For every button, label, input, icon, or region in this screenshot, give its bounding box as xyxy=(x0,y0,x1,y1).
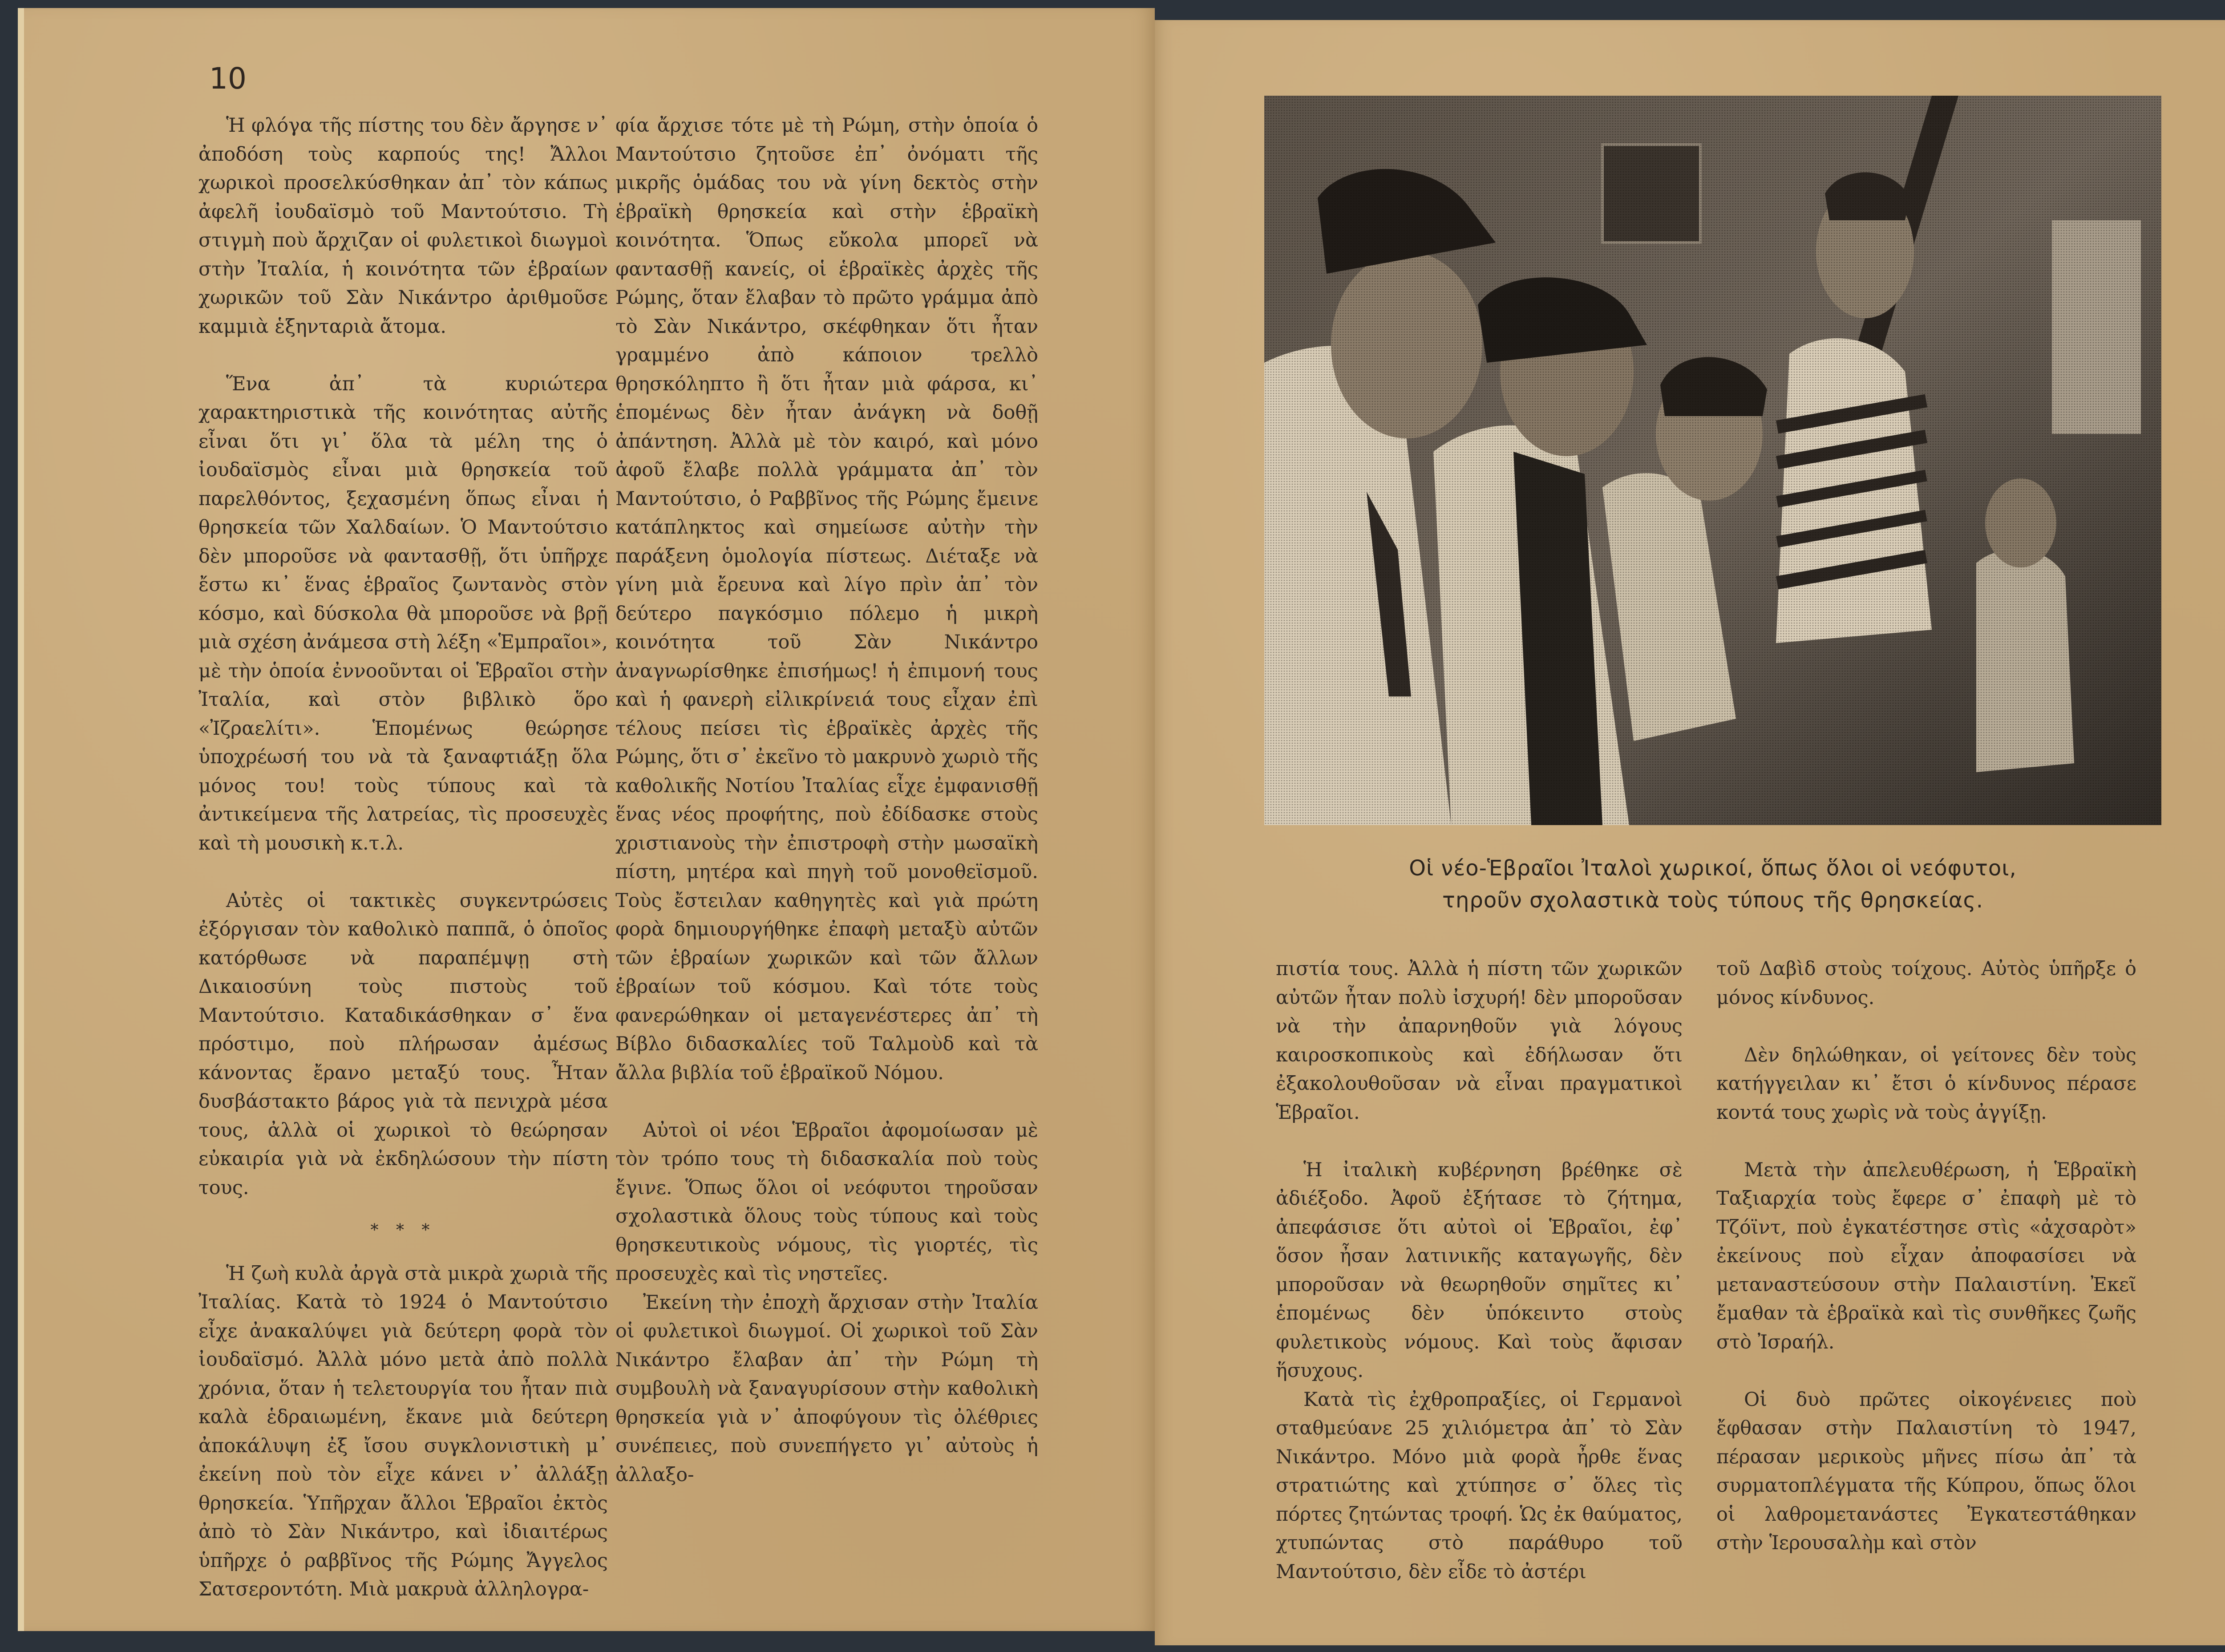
section-separator: * * * xyxy=(370,1221,436,1239)
paragraph: Μετὰ τὴν ἀπελευθέρωση, ἡ Ἑβραϊκὴ Ταξιαρχία τοὺς ἔφερε σ᾽ ἐπαφὴ μὲ τὸ Τζόϊντ, ποὺ ἐγκατέστησε στὶς «ἀχσαρὸτ» ἐκείνους ποὺ εἶχαν ἀποφασίσει νὰ μεταναστεύσουν στὴν Παλαιστίνη. Ἐκεῖ ἔμαθαν τὰ ἑβραϊκὰ καὶ τὶς συνθῆκες ζωῆς στὸ Ἰσραήλ. xyxy=(1716,1158,2136,1353)
paragraph: Ἡ ζωὴ κυλὰ ἀργὰ στὰ μικρὰ χωριὰ τῆς Ἰταλίας. Κατὰ τὸ 1924 ὁ Μαντούτσιο εἶχε ἀνακαλύψει γιὰ δεύτερη φορὰ τὸν ἰουδαϊσμό. Ἀλλὰ μόνο μετὰ ἀπὸ πολλὰ χρόνια, ὅταν ἡ τελετουργία του ἦταν πιὰ καλὰ ἑδραιωμένη, ἔκανε μιὰ δεύτερη ἀποκάλυψη ἐξ ἴσου συγκλονιστικὴ μ᾽ ἐκείνη ποὺ τὸν εἶχε κάνει ν᾽ ἀλλάξῃ θρησκεία. Ὑπῆρχαν ἄλλοι Ἑβραῖοι ἐκτὸς ἀπὸ τὸ Σὰν Νικάντρο, καὶ ἰδιαιτέρως ὑπῆρχε ὁ ραββῖνος τῆς Ρώμης Ἄγγελος Σατσεροντότη. Μιὰ μακρυὰ ἀλληλογρα- xyxy=(198,1262,608,1600)
left-column-1 xyxy=(198,111,608,1604)
paragraph: πιστία τους. Ἀλλὰ ἡ πίστη τῶν χωρικῶν αὐτῶν ἦταν πολὺ ἰσχυρή! δὲν μποροῦσαν νὰ τὴν ἀπαρνηθοῦν γιὰ λόγους καιροσκοπικοὺς καὶ ἐδήλωσαν ὅτι ἐξακολουθοῦσαν νὰ εἶναι πραγματικοὶ Ἑβραῖοι. xyxy=(1276,958,1683,1124)
caption-line: τηροῦν σχολαστικὰ τοὺς τύπους τῆς θρησκείας. xyxy=(1442,888,1983,913)
paragraph: Δὲν δηλώθηκαν, οἱ γείτονες δὲν τοὺς κατήγγειλαν κι᾽ ἔτσι ὁ κίνδυνος πέρασε κοντά τους χωρὶς νὰ τοὺς ἀγγίξῃ. xyxy=(1716,1044,2136,1124)
left-page xyxy=(18,8,1155,1631)
paragraph: τοῦ Δαβὶδ στοὺς τοίχους. Αὐτὸς ὑπῆρξε ὁ μόνος κίνδυνος. xyxy=(1716,958,2136,1009)
paragraph: φία ἄρχισε τότε μὲ τὴ Ρώμη, στὴν ὁποία ὁ Μαντούτσιο ζητοῦσε ἐπ᾽ ὀνόματι τῆς μικρῆς ὁμάδας του νὰ γίνη δεκτὸς στὴν ἑβραϊκὴ θρησκεία καὶ στὴν ἑβραϊκὴ κοινότητα. Ὅπως εὔκολα μπορεῖ νὰ φαντασθῇ κανείς, οἱ ἑβραϊκὲς ἀρχὲς τῆς Ρώμης, ὅταν ἔλαβαν τὸ πρῶτο γράμμα ἀπὸ τὸ Σὰν Νικάντρο, σκέφθηκαν ὅτι ἦταν γραμμένο ἀπὸ κάποιον τρελλὸ θρησκόληπτο ἢ ὅτι ἦταν μιὰ φάρσα, κι᾽ ἑπομένως δὲν ἦταν ἀνάγκη νὰ δοθῇ ἀπάντηση. Ἀλλὰ μὲ τὸν καιρό, καὶ μόνο ἀφοῦ ἔλαβε πολλὰ γράμματα ἀπ᾽ τὸν Μαντούτσιο, ὁ Ραββῖνος τῆς Ρώμης ἔμεινε κατάπληκτος καὶ σημείωσε αὐτὴν τὴν παράξενη ὁμολογία πίστεως. Διέταξε νὰ γίνη μιὰ ἔρευνα καὶ λίγο πρὶν ἀπ᾽ τὸν δεύτερο παγκόσμιο πόλεμο ἡ μικρὴ κοινότητα τοῦ Σὰν Νικάντρο ἀναγνωρίσθηκε ἐπισήμως! ἡ ἐπιμονή τους καὶ ἡ φανερὴ εἰλικρίνειά τους εἶχαν ἐπὶ τέλους πείσει τὶς ἑβραϊκὲς ἀρχὲς τῆς Ρώμης, ὅτι σ᾽ ἐκεῖνο τὸ μακρυνὸ χωριὸ τῆς καθολικῆς Νοτίου Ἰταλίας εἶχε ἐμφανισθῇ ἕνας νέος προφήτης, ποὺ ἐδίδασκε στοὺς χριστιανοὺς τὴν ἐπιστροφὴ στὴν μωσαϊκὴ πίστη, μητέρα καὶ πηγὴ τοῦ μονοθεϊσμοῦ. Τοὺς ἔστειλαν καθηγητὲς καὶ γιὰ πρώτη φορὰ δημιουργήθηκε ἐπαφὴ μεταξὺ αὐτῶν τῶν ἑβραίων χωρικῶν καὶ τῶν ἄλλων ἑβραίων τοῦ κόσμου. Καὶ τότε τοὺς φανερώθηκαν οἱ μεταγενέστερες ἀπ᾽ τὴ Βίβλο διδασκαλίες τοῦ Ταλμοὺδ καὶ τὰ ἄλλα βιβλία τοῦ ἑβραϊκοῦ Νόμου. xyxy=(615,114,1038,1084)
right-column-2 xyxy=(1716,955,2136,1558)
paragraph: Οἱ δυὸ πρῶτες οἰκογένειες ποὺ ἔφθασαν στὴν Παλαιστίνη τὸ 1947, πέρασαν μερικοὺς μῆνες πίσω ἀπ᾽ τὰ συρματοπλέγματα τῆς Κύπρου, ὅπως ὅλοι οἱ λαθρομετανάστες Ἐγκατεστάθηκαν στὴν Ἱερουσαλὴμ καὶ στὸν xyxy=(1716,1388,2136,1554)
paragraph: Ἡ ἰταλικὴ κυβέρνηση βρέθηκε σὲ ἀδιέξοδο. Ἀφοῦ ἐξήτασε τὸ ζήτημα, ἀπεφάσισε ὅτι αὐτοὶ οἱ Ἑβραῖοι, ἐφ᾽ ὅσον ἦσαν λατινικῆς καταγωγῆς, δὲν μποροῦσαν νὰ θεωρηθοῦν σημῖτες κι᾽ ἑπομένως δὲν ὑπόκειντο στοὺς φυλετικοὺς νόμους. Καὶ τοὺς ἄφισαν ἥσυχους. xyxy=(1276,1158,1683,1382)
paragraph: Ἐκείνη τὴν ἐποχὴ ἄρχισαν στὴν Ἰταλία οἱ φυλετικοὶ διωγμοί. Οἱ χωρικοὶ τοῦ Σὰν Νικάντρο ἔλαβαν ἀπ᾽ τὴν Ρώμη τὴ συμβουλὴ νὰ ξαναγυρίσουν στὴν καθολικὴ θρησκεία γιὰ ν᾽ ἀποφύγουν τὶς ὀλέθριες συνέπειες, ποὺ συνεπήγετο γι᾽ αὐτοὺς ἡ ἀλλαξο- xyxy=(615,1291,1038,1486)
paragraph: Κατὰ τὶς ἐχθροπραξίες, οἱ Γερμανοὶ σταθμεύανε 25 χιλιόμετρα ἀπ᾽ τὸ Σὰν Νικάντρο. Μόνο μιὰ φορὰ ἦρθε ἕνας στρατιώτης καὶ χτύπησε σ᾽ ὅλες τὶς πόρτες ζητώντας τροφή. Ὡς ἐκ θαύματος, χτυπώντας στὸ παράθυρο τοῦ Μαντούτσιο, δὲν εἶδε τὸ ἀστέρι xyxy=(1276,1388,1683,1583)
caption-line: Οἱ νέο-Ἑβραῖοι Ἰταλοὶ χωρικοί, ὅπως ὅλοι οἱ νεόφυτοι, xyxy=(1409,856,2017,881)
photo-caption xyxy=(1264,852,2161,916)
halftone-photograph xyxy=(1264,96,2161,825)
page-number: 10 xyxy=(209,61,247,96)
paragraph: Ἕνα ἀπ᾽ τὰ κυριώτερα χαρακτηριστικὰ τῆς κοινότητας αὐτῆς εἶναι ὅτι γι᾽ ὅλα τὰ μέλη της ὁ ἰουδαϊσμὸς εἶναι μιὰ θρησκεία τοῦ παρελθόντος, ξεχασμένη ὅπως εἶναι ἡ θρησκεία τῶν Χαλδαίων. Ὁ Μαντούτσιο δὲν μποροῦσε νὰ φαντασθῇ, ὅτι ὑπῆρχε ἔστω κι᾽ ἕνας ἑβραῖος ζωντανὸς στὸν κόσμο, καὶ δύσκολα θὰ μποροῦσε νὰ βρῇ μιὰ σχέση ἀνάμεσα στὴ λέξη «Ἑμπραῖοι», μὲ τὴν ὁποία ἐννοοῦνται οἱ Ἑβραῖοι στὴν Ἰταλία, καὶ στὸν βιβλικὸ ὅρο «Ἰζραελίτι». Ἑπομένως θεώρησε ὑποχρέωσή του νὰ τὰ ξαναφτιάξῃ ὅλα μόνος του! τοὺς τύπους καὶ τὰ ἀντικείμενα τῆς λατρείας, τὶς προσευχὲς καὶ τὴ μουσικὴ κ.τ.λ. xyxy=(198,373,608,854)
left-column-2 xyxy=(615,111,1038,1489)
right-page xyxy=(1155,20,2225,1645)
paragraph: Αὐτοὶ οἱ νέοι Ἑβραῖοι ἀφομοίωσαν μὲ τὸν τρόπο τους τὴ διδασκαλία ποὺ τοὺς ἔγινε. Ὅπως ὅλοι οἱ νεόφυτοι τηροῦσαν σχολαστικὰ ὅλους τοὺς τύπους καὶ τοὺς θρησκευτικοὺς νόμους, τὶς γιορτές, τὶς προσευχὲς καὶ τὶς νηστεῖες. xyxy=(615,1119,1038,1285)
photo-illustration xyxy=(1264,96,2161,825)
paragraph: Ἡ φλόγα τῆς πίστης του δὲν ἄργησε ν᾽ ἀποδόση τοὺς καρπούς της! Ἄλλοι χωρικοὶ προσελκύσθηκαν ἀπ᾽ τὸν κάπως ἀφελῆ ἰουδαϊσμὸ τοῦ Μαντούτσιο. Τὴ στιγμὴ ποὺ ἄρχιζαν οἱ φυλετικοὶ διωγμοὶ στὴν Ἰταλία, ἡ κοινότητα τῶν ἑβραίων χωρικῶν τοῦ Σὰν Νικάντρο ἀριθμοῦσε καμμιὰ ἑξηνταριὰ ἄτομα. xyxy=(198,114,608,338)
paragraph: Αὐτὲς οἱ τακτικὲς συγκεντρώσεις ἐξόργισαν τὸν καθολικὸ παππᾶ, ὁ ὁποῖος κατόρθωσε νὰ παραπέμψῃ στὴ Δικαιοσύνη τοὺς πιστοὺς τοῦ Μαντούτσιο. Καταδικάσθηκαν σ᾽ ἕνα πρόστιμο, ποὺ πλήρωσαν ἀμέσως κάνοντας ἔρανο μεταξύ τους. Ἦταν δυσβάστακτο βάρος γιὰ τὰ πενιχρὰ μέσα τους, ἀλλὰ οἱ χωρικοὶ τὸ θεώρησαν εὐκαιρία γιὰ νὰ ἐκδηλώσουν τὴν πίστη τους. xyxy=(198,889,608,1199)
right-column-1 xyxy=(1276,955,1683,1586)
